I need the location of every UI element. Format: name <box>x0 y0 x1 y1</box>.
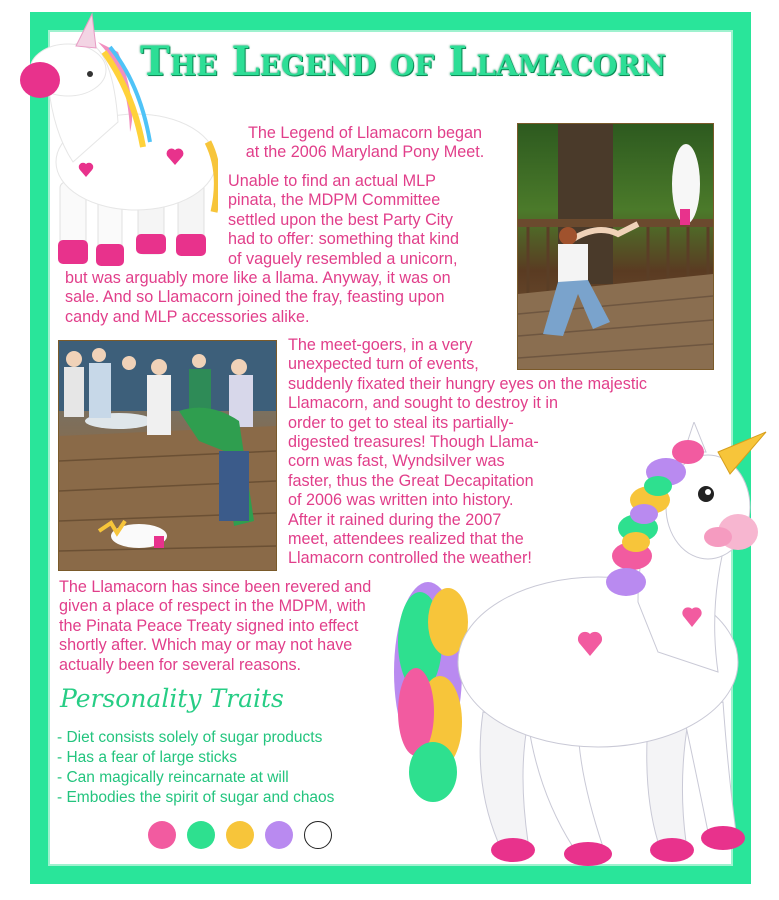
traits-heading: Personality Traits <box>60 684 284 713</box>
photo-meet-goers-scene <box>59 341 276 570</box>
intro-paragraph: The Legend of Llamacorn began at the 2006 Maryland Pony Meet. <box>245 124 485 162</box>
photo-pinata-swing-scene <box>518 124 713 369</box>
photo-meet-goers <box>58 340 277 571</box>
trait-item: - Can magically reincarnate at will <box>57 769 289 786</box>
unicorn-tail <box>394 582 468 802</box>
photo-pinata-swing <box>517 123 714 370</box>
color-swatch-green <box>187 821 215 849</box>
revered-paragraph: The Llamacorn has since been revered and given a place of respect in the MDPM, with the Pinata Peace Treaty signed into effect shortly after. Which may or may not have actually been for several reasons. <box>59 578 372 674</box>
color-swatch-white <box>304 821 332 849</box>
trait-item: - Embodies the spirit of sugar and chaos <box>57 789 335 806</box>
page-title: The Legend of Llamacorn <box>140 38 666 85</box>
meet-paragraph: The meet-goers, in a very unexpected turn of events, suddenly fixated their hungry eyes on the majestic Llamacorn, and sought to destroy it in order to get to steal its partially- digested treasures! Though Llama- corn was fast, Wyndsilver was faster, thus the Great Decapitation of 2006 was written into history. After it rained during the 2007 meet, attendees realized that the Llamacorn controlled the weather! <box>288 336 648 568</box>
trait-item: - Has a fear of large sticks <box>57 749 238 766</box>
unicorn-illustration <box>388 422 768 867</box>
traits-list <box>57 728 334 808</box>
trait-item: - Diet consists solely of sugar products <box>57 729 323 746</box>
color-swatch-pink <box>148 821 176 849</box>
color-swatch-yellow <box>226 821 254 849</box>
color-swatch-purple <box>265 821 293 849</box>
story-paragraph: Unable to find an actual MLP pinata, the MDPM Committee settled upon the best Party City had to offer: something that kind of vaguely resembled a unicorn, but was arguably more like a llama. Anyway, it was on sale. And so Llamacorn joined the fray, feasting upon candy and MLP accessories alike. <box>65 172 459 326</box>
